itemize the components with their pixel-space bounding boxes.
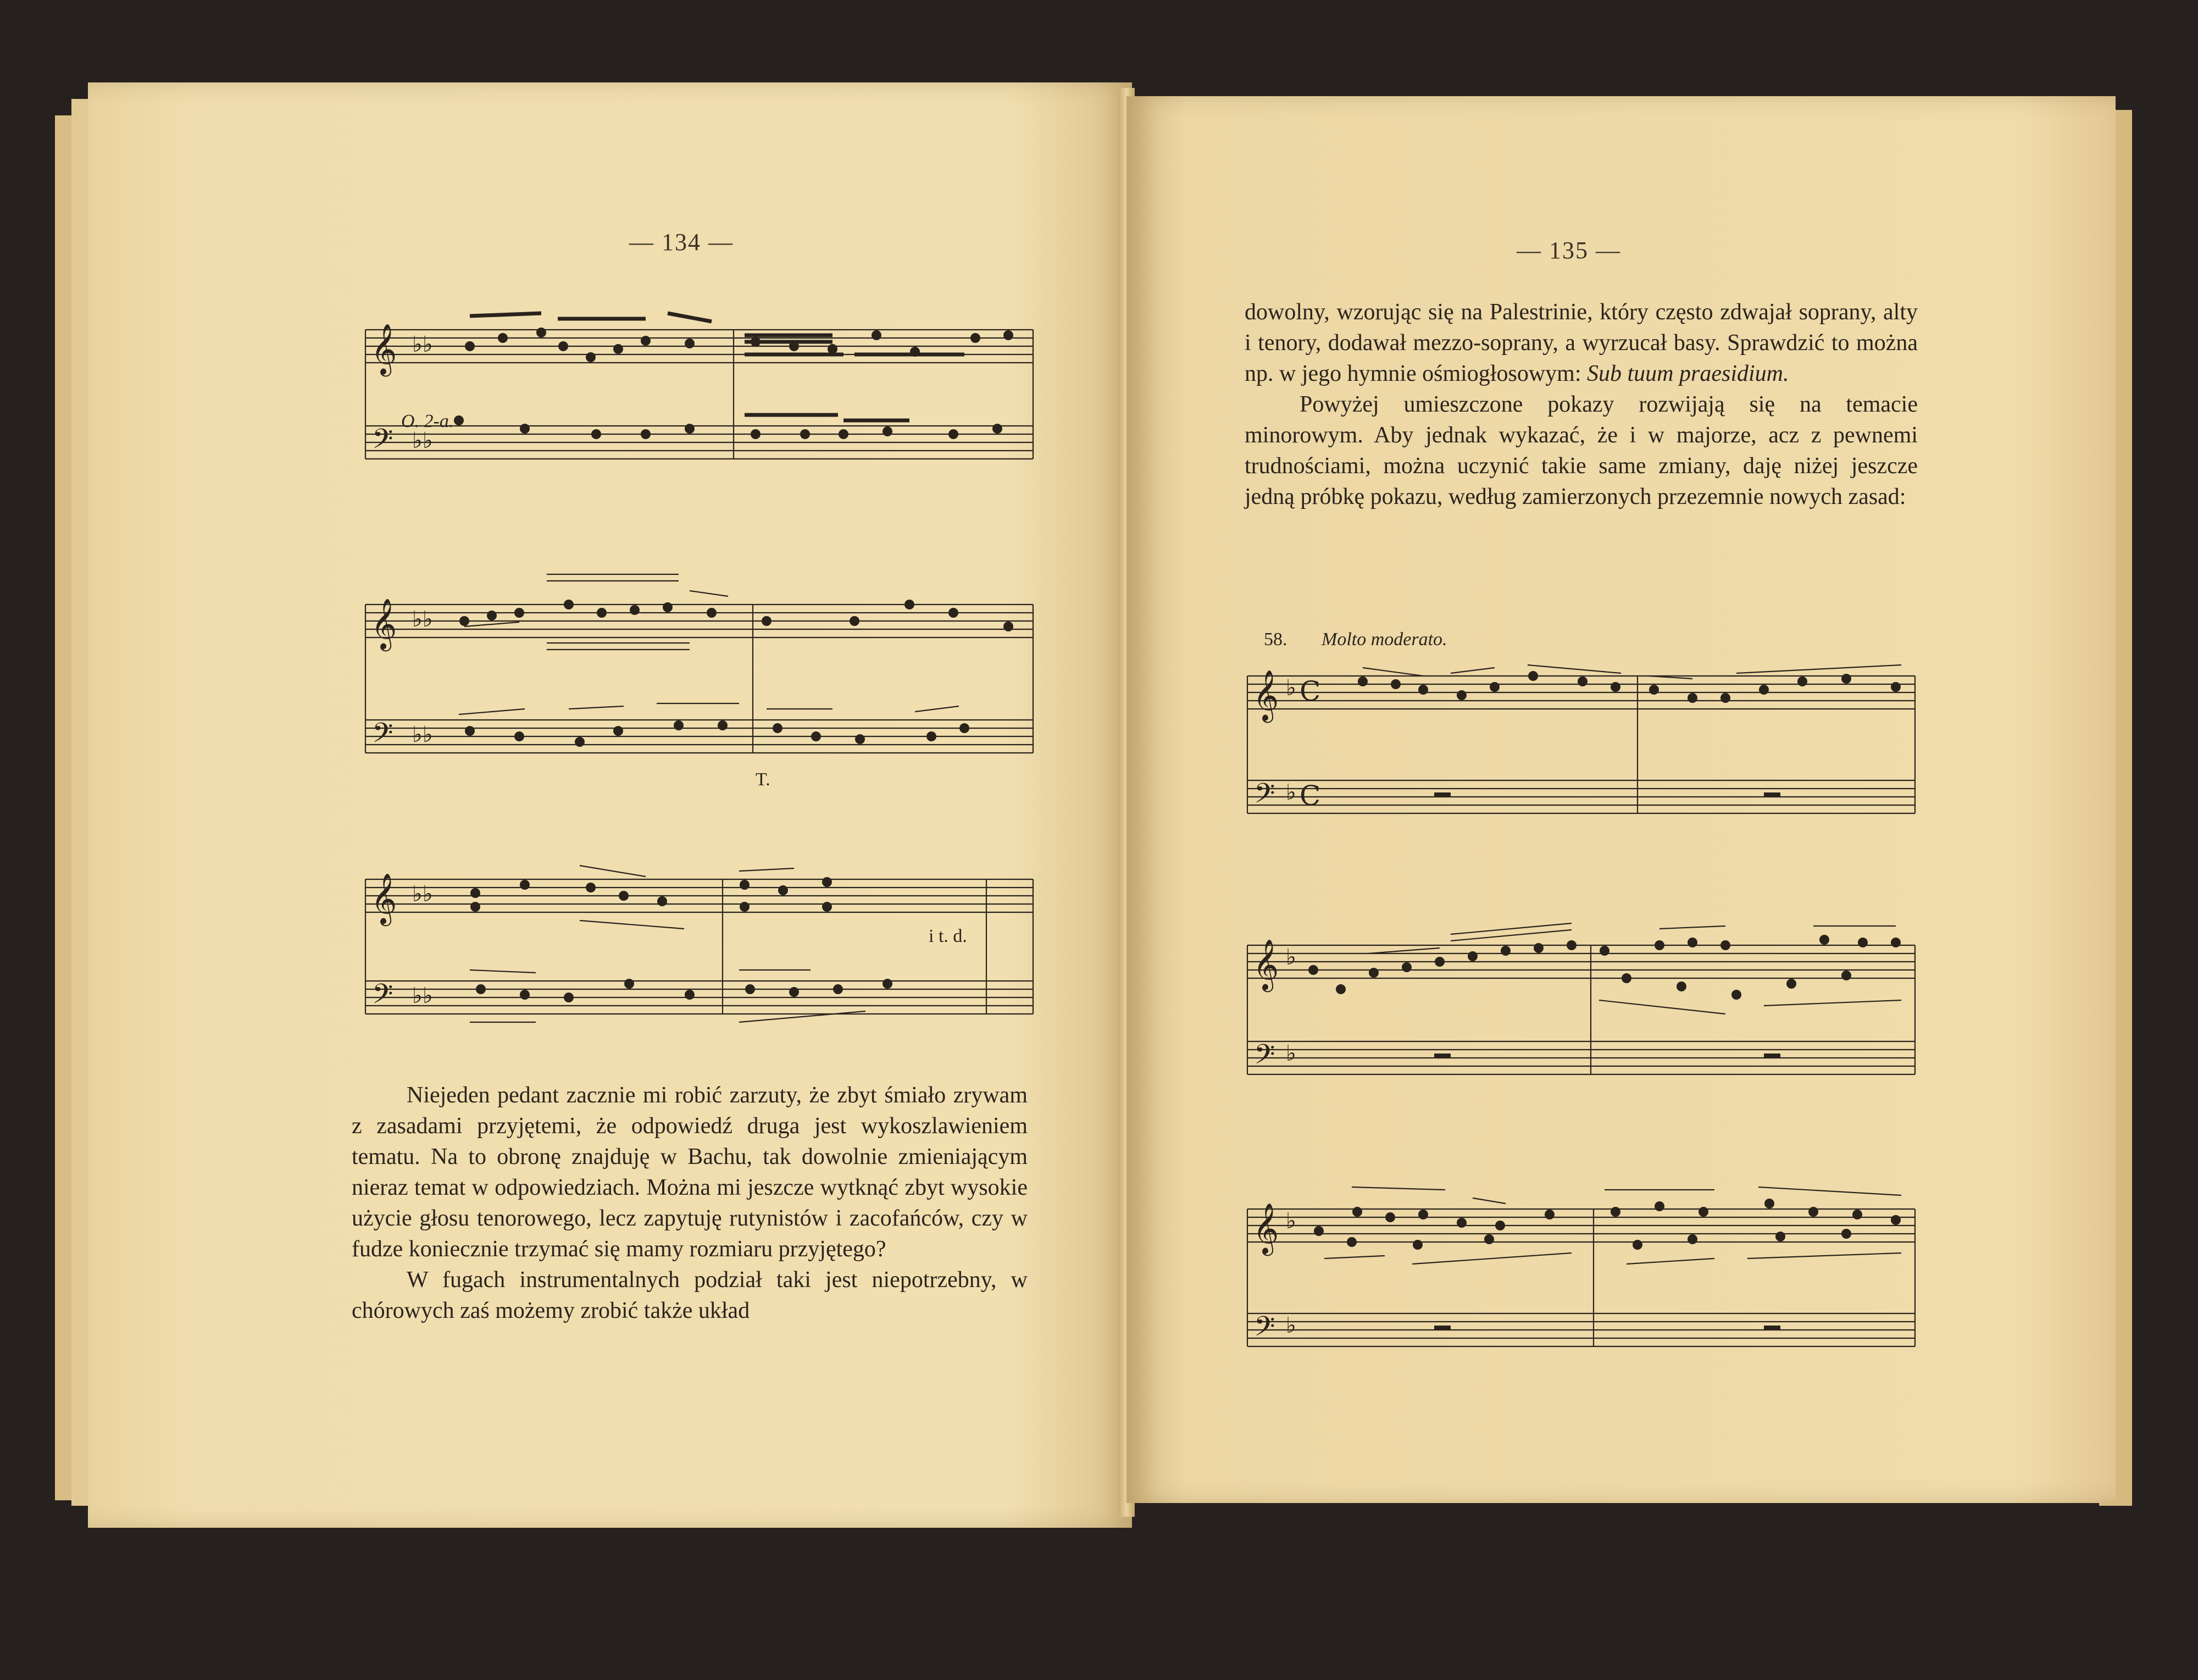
svg-text:𝄞: 𝄞 <box>371 323 397 374</box>
svg-text:♭: ♭ <box>1286 1313 1296 1338</box>
paragraph: Niejeden pedant zacznie mi robić zarzuty, że zbyt śmiało zrywam z zasadami przyjętemi, że odpowiedź druga jest wykoszlawieniem tematu. Na to obronę znajduję w Bachu, tak dowolnie zmieniającym nieraz temat w odpowiedziach. Można mi jeszcze wytknąć zbyt wysokie użycie głosu tenorowego, lecz zapytuję rutynistów i zacofańców, czy w fudze koniecznie trzymać się mamy rozmiaru przyjętego? <box>352 1083 1028 1262</box>
paragraph: W fugach instrumentalnych podział taki jest niepotrzebny, w chórowych zaś możemy zrobić także układ <box>352 1267 1028 1323</box>
music-example-right <box>1242 648 1918 1396</box>
music-example-left <box>360 297 1036 1033</box>
svg-text:♭♭: ♭♭ <box>412 332 433 357</box>
svg-text:♭♭: ♭♭ <box>412 983 433 1008</box>
music-system-r3 <box>1247 1187 1915 1349</box>
music-system-r2 <box>1247 923 1915 1077</box>
svg-text:♭♭: ♭♭ <box>412 881 433 907</box>
svg-text:♭: ♭ <box>1286 1208 1296 1234</box>
svg-text:𝄞: 𝄞 <box>1253 669 1279 720</box>
music-system-r1 <box>1247 665 1915 816</box>
annotation-tenor: T. <box>756 769 770 790</box>
annotation-o2a: O. 2-a. <box>401 411 454 431</box>
svg-text:♭: ♭ <box>1286 675 1296 701</box>
paragraph: Powyżej umieszczone pokazy rozwijają się na temacie minorowym. Aby jednak wykazać, że i w majorze, acz z pewnemi trudnościami, można uczynić takie same zmiany, daję niżej jeszcze jedną próbkę pokazu, według zamierzonych przezemnie nowych zasad: <box>1245 392 1918 509</box>
music-system-2 <box>365 574 1033 756</box>
svg-text:𝄢: 𝄢 <box>372 717 393 756</box>
svg-text:C: C <box>1300 780 1321 812</box>
annotation-itd: i t. d. <box>929 926 967 946</box>
example-number: 58. <box>1264 629 1287 650</box>
svg-text:𝄞: 𝄞 <box>371 598 397 649</box>
svg-text:♭: ♭ <box>1286 1041 1296 1066</box>
paragraph-text: dowolny, wzorując się na Palestrinie, który często zdwajał soprany, alty i tenory, dodawał mezzo-soprany, a wyrzucał basy. Sprawdzić to można np. w jego hymnie ośmiogłosowym: <box>1245 300 1918 386</box>
hymn-title: Sub tuum praesidium. <box>1587 361 1789 386</box>
svg-text:♭♭: ♭♭ <box>412 428 433 453</box>
page-number-left: — 134 — <box>629 229 734 256</box>
svg-text:𝄢: 𝄢 <box>1254 1039 1275 1077</box>
svg-text:𝄢: 𝄢 <box>1254 1311 1275 1349</box>
left-page-text <box>352 1080 1028 1326</box>
svg-text:𝄞: 𝄞 <box>371 873 397 924</box>
svg-text:𝄢: 𝄢 <box>372 423 393 462</box>
svg-text:♭: ♭ <box>1286 780 1296 805</box>
svg-text:𝄞: 𝄞 <box>1253 1202 1279 1254</box>
svg-text:♭♭: ♭♭ <box>412 607 433 632</box>
right-page-text <box>1245 297 1918 512</box>
svg-text:𝄢: 𝄢 <box>1254 778 1275 816</box>
page-number-right: — 135 — <box>1517 237 1621 264</box>
svg-text:♭: ♭ <box>1286 945 1296 970</box>
svg-text:♭♭: ♭♭ <box>412 722 433 747</box>
svg-text:𝄢: 𝄢 <box>372 978 393 1017</box>
tempo-marking: Molto moderato. <box>1322 629 1447 650</box>
svg-text:C: C <box>1300 675 1321 707</box>
paragraph <box>1245 297 1918 389</box>
svg-text:𝄞: 𝄞 <box>1253 939 1279 990</box>
music-system-1 <box>365 330 1033 459</box>
